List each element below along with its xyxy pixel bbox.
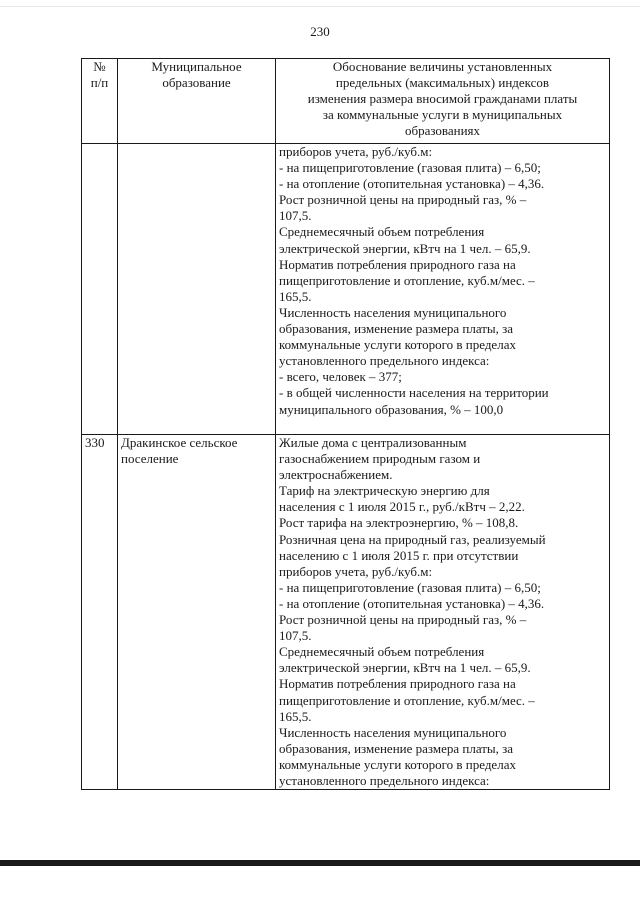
scan-bottom-bar	[0, 860, 640, 866]
header-basis	[276, 59, 610, 144]
header-municipality	[118, 59, 276, 144]
basis-line: - на пищеприготовление (газовая плита) – 6,50;	[279, 160, 541, 176]
header-basis-line: Обоснование величины установленных	[332, 59, 553, 74]
basis-line: коммунальные услуги которого в пределах	[279, 337, 516, 353]
basis-line: Тариф на электрическую энергию для	[279, 483, 490, 499]
basis-line: Норматив потребления природного газа на	[279, 256, 516, 272]
basis-line: - в общей численности населения на территории	[279, 385, 549, 401]
page-number: 230	[310, 24, 330, 39]
table-row	[82, 435, 610, 790]
basis-line: 165,5.	[279, 288, 312, 304]
basis-line: Численность населения муниципального	[279, 724, 507, 740]
basis-line: Среднемесячный объем потребления	[279, 224, 485, 240]
header-basis-line: образованиях	[404, 123, 481, 138]
basis-line: приборов учета, руб./куб.м:	[279, 563, 433, 579]
header-basis-line: за коммунальные услуги в муниципальных	[322, 107, 563, 122]
header-number-line: п/п	[90, 75, 109, 90]
basis-line: - всего, человек – 377;	[279, 369, 402, 385]
basis-line: Розничная цена на природный газ, реализуемый	[279, 531, 546, 547]
header-number	[82, 59, 118, 144]
basis-line: Рост тарифа на электроэнергию, % – 108,8.	[279, 515, 519, 531]
basis-line: коммунальные услуги которого в пределах	[279, 756, 516, 772]
row-basis-text	[276, 435, 610, 790]
basis-line: - на отопление (отопительная установка) – 4,36.	[279, 595, 545, 611]
row-number	[82, 144, 118, 435]
basis-line: пищеприготовление и отопление, куб.м/мес. –	[279, 692, 535, 708]
basis-line: приборов учета, руб./куб.м:	[279, 144, 433, 159]
header-number-line: №	[93, 59, 106, 74]
table-row	[82, 144, 610, 435]
basis-line: Численность населения муниципального	[279, 304, 507, 320]
basis-line: установленного предельного индекса:	[279, 353, 490, 369]
header-basis-line: предельных (максимальных) индексов	[335, 75, 550, 90]
header-municipality-line: образование	[162, 75, 231, 90]
row-municipality	[118, 144, 276, 435]
basis-line: - на пищеприготовление (газовая плита) – 6,50;	[279, 579, 541, 595]
basis-line: электрической энергии, кВтч на 1 чел. – 65,9.	[279, 660, 531, 676]
basis-line: Рост розничной цены на природный газ, % –	[279, 192, 527, 208]
header-municipality-line: Муниципальное	[151, 59, 242, 74]
basis-line: Норматив потребления природного газа на	[279, 676, 516, 692]
basis-line: Среднемесячный объем потребления	[279, 644, 485, 660]
municipality-line: Дракинское сельское	[121, 435, 238, 450]
basis-line: образования, изменение размера платы, за	[279, 321, 514, 337]
tariff-table	[81, 58, 610, 790]
basis-line: установленного предельного индекса:	[279, 772, 490, 788]
basis-line: электроснабжением.	[279, 467, 393, 483]
basis-line: населению с 1 июля 2015 г. при отсутствии	[279, 547, 519, 563]
table-header-row	[82, 59, 610, 144]
basis-line: образования, изменение размера платы, за	[279, 740, 514, 756]
row-basis-text	[276, 144, 610, 435]
basis-line: электрической энергии, кВтч на 1 чел. – 65,9.	[279, 240, 531, 256]
basis-line: пищеприготовление и отопление, куб.м/мес. –	[279, 272, 535, 288]
municipality-line: поселение	[121, 451, 179, 466]
basis-line: муниципального образования, % – 100,0	[279, 401, 504, 417]
basis-line: 107,5.	[279, 208, 312, 224]
basis-line: 107,5.	[279, 628, 312, 644]
basis-line: газоснабжением природным газом и	[279, 451, 481, 467]
basis-line: населения с 1 июля 2015 г., руб./кВтч – 2,22.	[279, 499, 525, 515]
basis-line: Рост розничной цены на природный газ, % –	[279, 612, 527, 628]
row-number: 330	[82, 435, 118, 790]
basis-line: 165,5.	[279, 708, 312, 724]
row-municipality	[118, 435, 276, 790]
scan-top-edge	[0, 6, 640, 7]
basis-line: Жилые дома с централизованным	[279, 435, 467, 450]
header-basis-line: изменения размера вносимой гражданами платы	[307, 91, 578, 106]
basis-line: - на отопление (отопительная установка) – 4,36.	[279, 176, 545, 192]
